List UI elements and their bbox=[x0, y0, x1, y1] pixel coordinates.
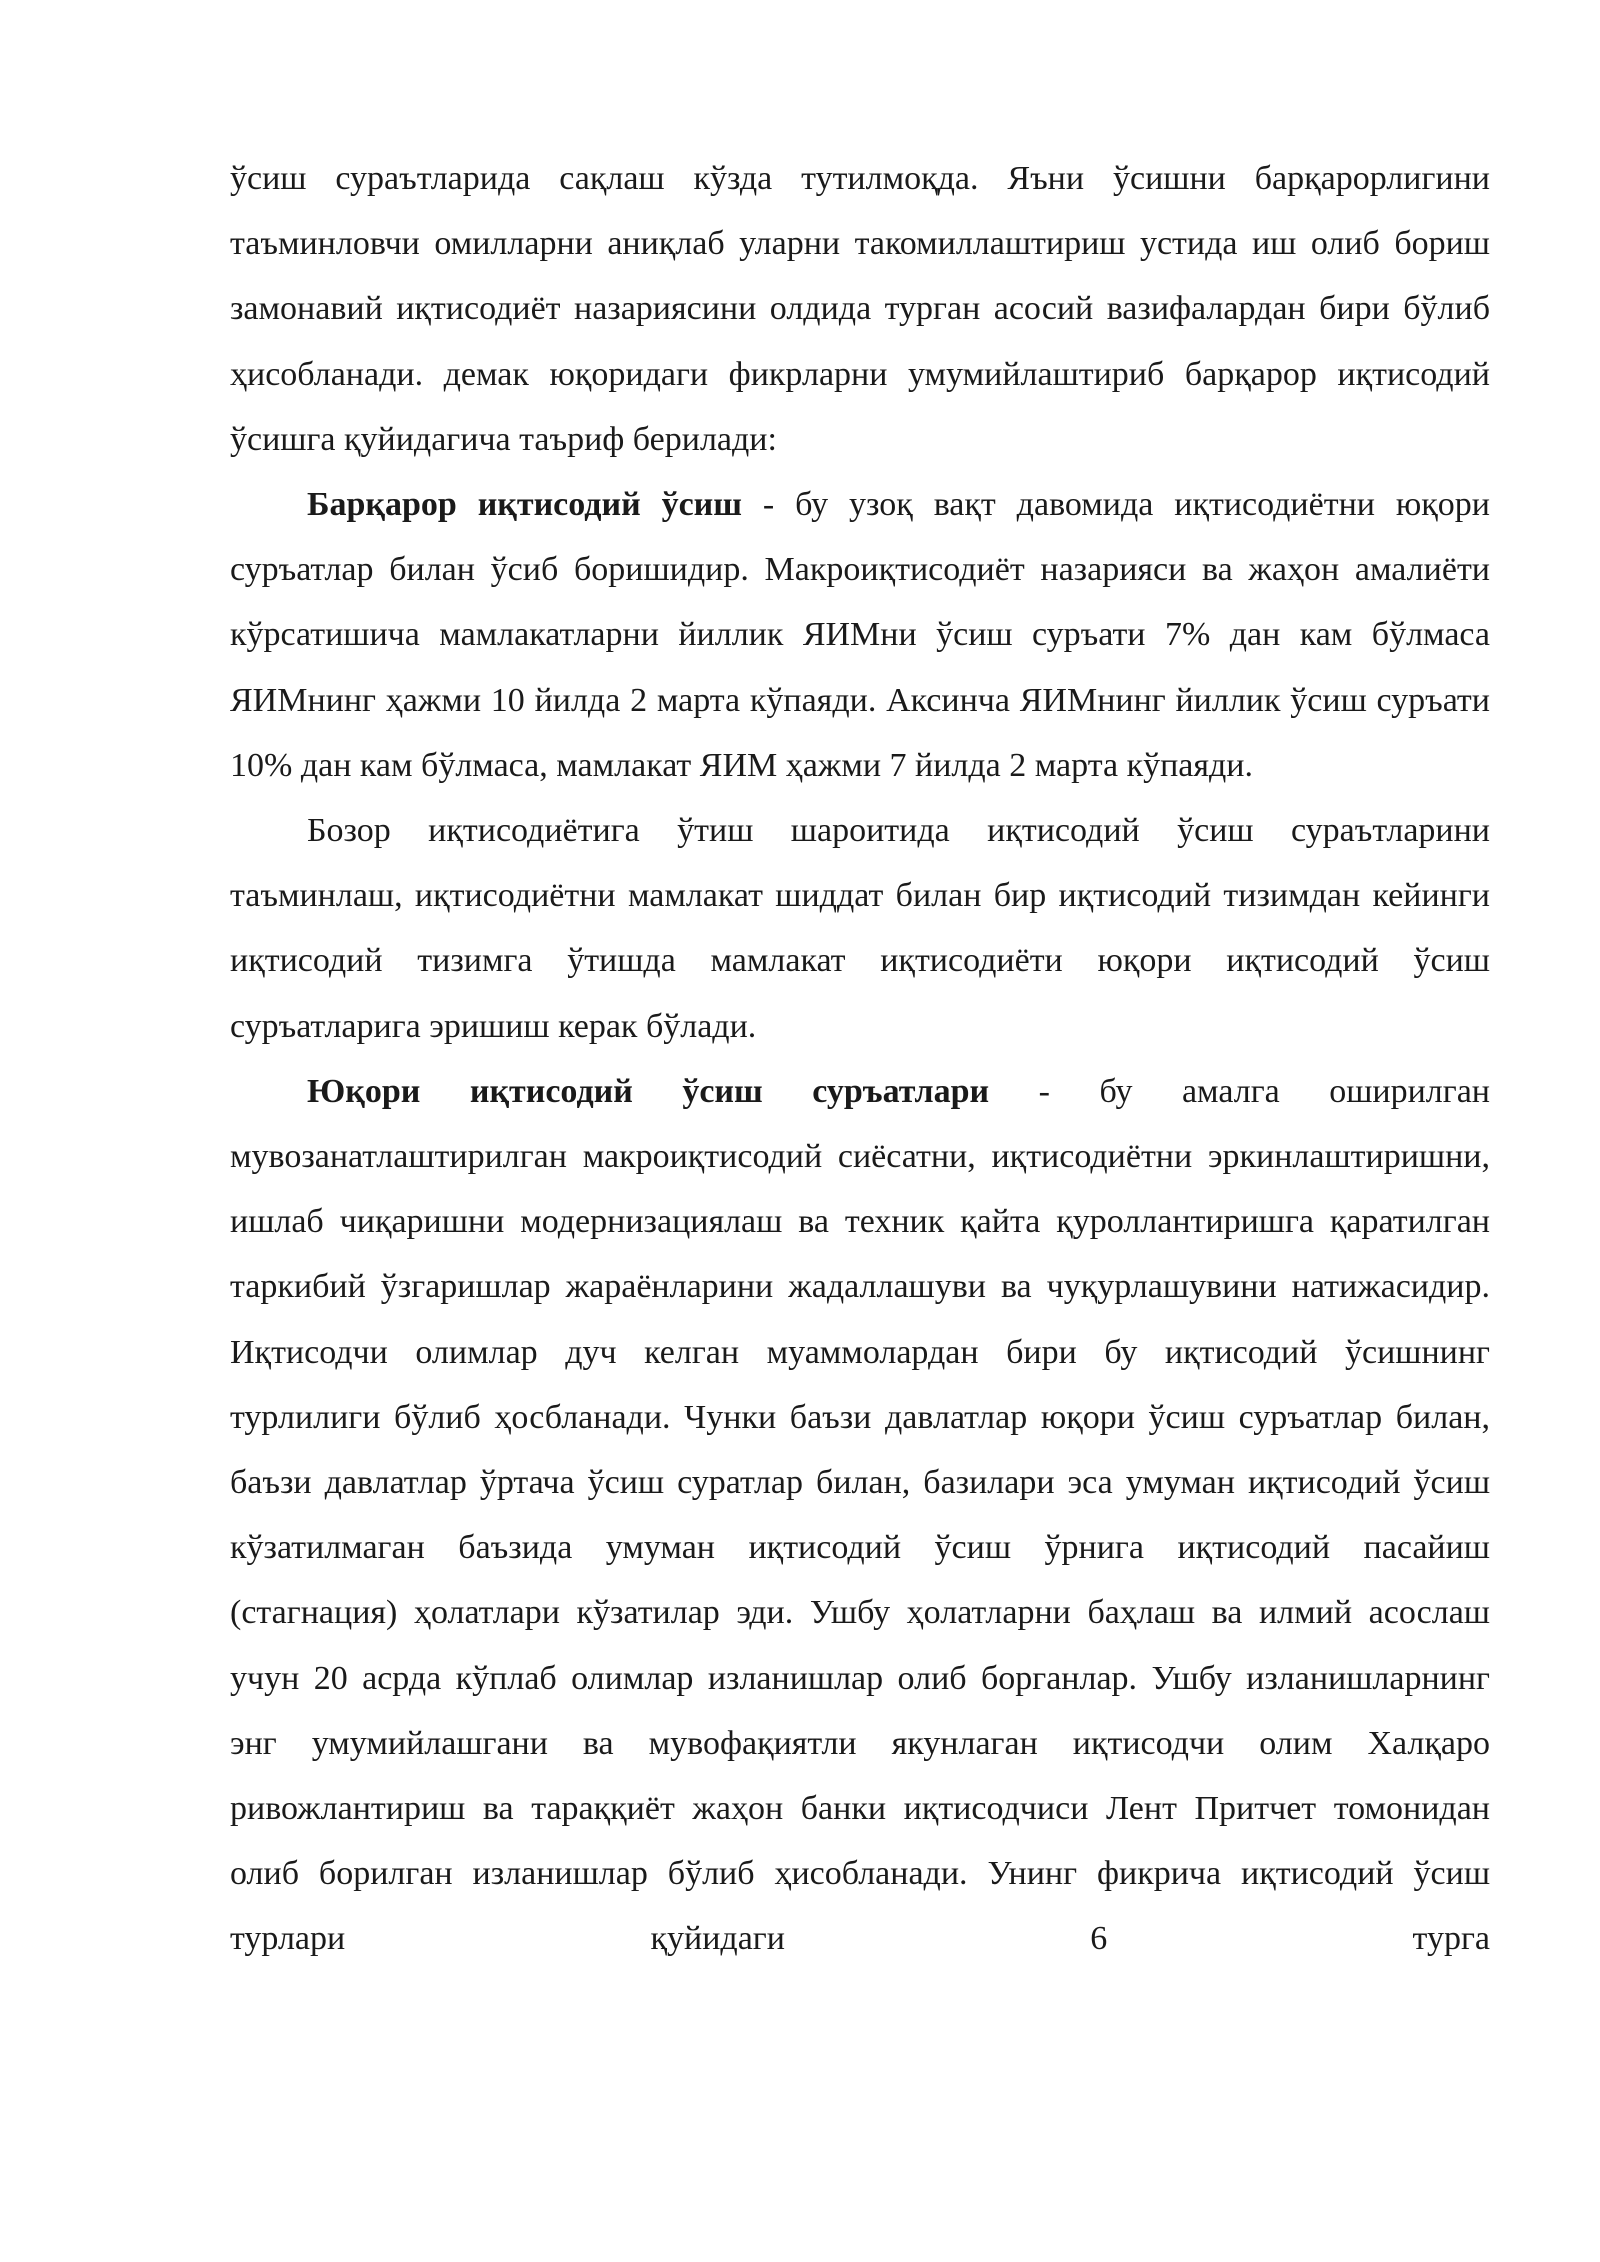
definition-text: - бу узоқ вақт давомида иқтисодиётни юқори суръатлар билан ўсиб боришидир. Макроиқтисодиёт назарияси ва жаҳон амалиёти кўрсатишича мамлакатларни йиллик ЯИМни ўсиш суръати 7% дан кам бўлмаса ЯИМнинг ҳажми 10 йилда 2 марта кўпаяди. Аксинча ЯИМнинг йиллик ўсиш суръати 10% дан кам бўлмаса, мамлакат ЯИМ ҳажми 7 йилда 2 марта кўпаяди. bbox=[230, 486, 1490, 784]
definition-text: - бу амалга оширилган мувозанатлаштирилган макроиқтисодий сиёсатни, иқтисодиётни эркинлаштиришни, ишлаб чиқаришни модернизациялаш ва техник қайта қуроллантиришга қаратилган таркибий ўзгаришлар жараёнларини жадаллашуви ва чуқурлашувини натижасидир. Иқтисодчи олимлар дуч келган муаммолардан бири бу иқтисодий ўсишнинг турлилиги бўлиб ҳосбланади. Чунки баъзи давлатлар юқори ўсиш суръатлар билан, баъзи давлатлар ўртача ўсиш суратлар билан, базилари эса умуман иқтисодий ўсиш кўзатилмаган баъзида умуман иқтисодий ўсиш ўрнига иқтисодий пасайиш (стагнация) ҳолатлари кўзатилар эди. Ушбу ҳолатларни баҳлаш ва илмий асослаш учун 20 асрда кўплаб олимлар изланишлар олиб борганлар. Ушбу изланишларнинг энг умумийлашгани ва мувофақиятли якунлаган иқтисодчи олим Халқаро ривожлантириш ва тараққиёт жаҳон банки иқтисодчиси Лент Притчет томонидан олиб борилган изланишлар бўлиб ҳисобланади. Унинг фикрича иқтисодий ўсиш турлари қуйидаги 6 турга bbox=[230, 1072, 1490, 1958]
document-body bbox=[230, 146, 1490, 1972]
paragraph-market-transition: Бозор иқтисодиётига ўтиш шароитида иқтисодий ўсиш сураътларини таъминлаш, иқтисодиётни мамлакат шиддат билан бир иқтисодий тизимдан кейинги иқтисодий тизимга ўтишда мамлакат иқтисодиёти юқори иқтисодий ўсиш суръатларига эришиш керак бўлади. bbox=[230, 812, 1490, 1045]
term-sustainable-growth: Барқарор иқтисодий ўсиш bbox=[307, 486, 742, 524]
paragraph-high-growth-definition bbox=[230, 1059, 1490, 1972]
paragraph-continuation: ўсиш сураътларида сақлаш кўзда тутилмоқда. Яъни ўсишни барқарорлигини таъминловчи омилларни аниқлаб уларни такомиллаштириш устида иш олиб бориш замонавий иқтисодиёт назариясини олдида турган асосий вазифалардан бири бўлиб ҳисобланади. демак юқоридаги фикрларни умумийлаштириб барқарор иқтисодий ўсишга қуйидагича таъриф берилади: bbox=[230, 160, 1490, 458]
paragraph-sustainable-growth-definition bbox=[230, 472, 1490, 798]
term-high-growth-rates: Юқори иқтисодий ўсиш суръатлари bbox=[307, 1072, 990, 1110]
